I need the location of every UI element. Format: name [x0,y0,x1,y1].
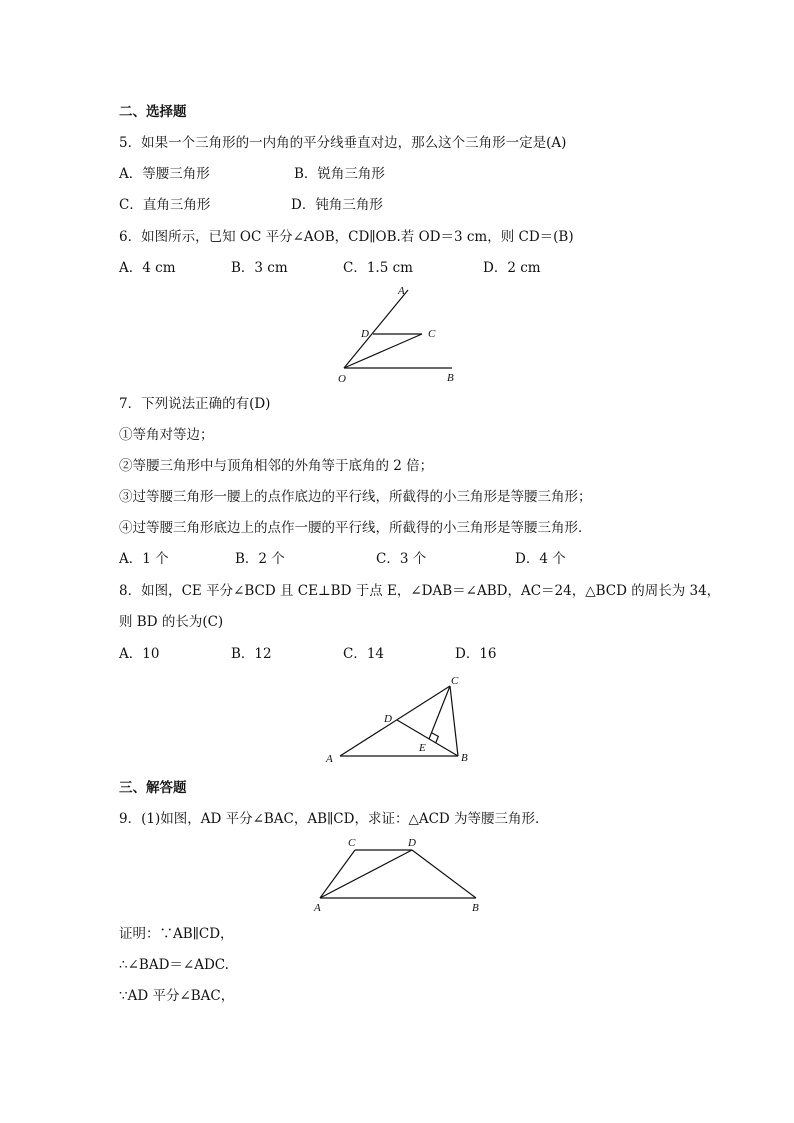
q5-option-a: A．等腰三角形 [119,166,210,182]
q8-option-c: C．14 [343,646,385,662]
segment-ce [429,686,450,739]
q7-statement-3: ③过等腰三角形一腰上的点作底边的平行线，所截得的小三角形是等腰三角形； [119,489,592,505]
q5-option-b: B．锐角三角形 [294,166,385,182]
segment-oc [344,334,422,368]
q5-option-c: C．直角三角形 [119,197,211,213]
q7-option-a: A．1 个 [119,551,169,567]
label-e: E [419,742,426,754]
question-7-stem: 7．下列说法正确的有(D) [119,396,271,412]
label-a: A [398,285,405,297]
segment-cb [450,686,458,756]
q7-option-b: B．2 个 [235,551,285,567]
q6-option-d: D．2 cm [483,260,541,276]
label-b: B [472,902,479,914]
q6-figure [330,282,470,388]
label-a: A [326,753,333,765]
label-d: D [361,328,369,340]
label-b: B [461,752,468,764]
segment-db [412,850,476,898]
label-a: A [314,902,321,914]
q8-option-b: B．12 [231,646,272,662]
q8-option-a: A．10 [119,646,160,662]
q8-figure [320,670,480,770]
q6-option-c: C．1.5 cm [343,260,413,276]
label-c: C [348,837,356,849]
q7-option-c: C．3 个 [376,551,427,567]
segment-ad [320,850,412,898]
label-d: D [408,837,416,849]
question-8-stem-line-1: 8．如图，CE 平分∠BCD 且 CE⊥BD 于点 E，∠DAB＝∠ABD，AC＝24，△BCD 的周长为 34， [119,583,721,599]
q7-statement-1: ①等角对等边； [119,427,214,443]
q6-option-b: B．3 cm [231,260,288,276]
q7-option-d: D．4 个 [515,551,566,567]
question-5-stem: 5．如果一个三角形的一内角的平分线垂直对边，那么这个三角形一定是(A) [119,135,567,151]
q8-option-d: D．16 [455,646,497,662]
question-6-stem: 6．如图所示，已知 OC 平分∠AOB，CD∥OB.若 OD＝3 cm，则 CD＝(B) [119,229,574,245]
segment-db [397,720,458,756]
q9-proof-line-1: 证明：∵AB∥CD， [119,926,234,942]
question-8-stem-line-2: 则 BD 的长为(C) [119,614,224,630]
q9-proof-line-2: ∴∠BAD＝∠ADC. [119,957,229,973]
section-heading-choice: 二、选择题 [119,104,187,120]
question-9-stem: 9．(1)如图，AD 平分∠BAC，AB∥CD，求证：△ACD 为等腰三角形． [119,811,549,827]
label-b: B [447,372,454,384]
segment-oa [344,290,408,368]
q9-proof-line-3: ∵AD 平分∠BAC， [119,988,235,1004]
section-heading-answer: 三、解答题 [119,780,187,796]
segment-ac [340,686,450,756]
label-c: C [451,675,459,687]
label-o: O [338,373,346,385]
label-c: C [428,328,436,340]
segment-ac [320,850,355,898]
q9-figure [310,834,490,914]
q5-option-d: D．钝角三角形 [291,197,383,213]
q7-statement-2: ②等腰三角形中与顶角相邻的外角等于底角的 2 倍； [119,458,434,474]
q6-option-a: A．4 cm [119,260,176,276]
label-d: D [384,713,392,725]
q7-statement-4: ④过等腰三角形底边上的点作一腰的平行线，所截得的小三角形是等腰三角形． [119,520,592,536]
